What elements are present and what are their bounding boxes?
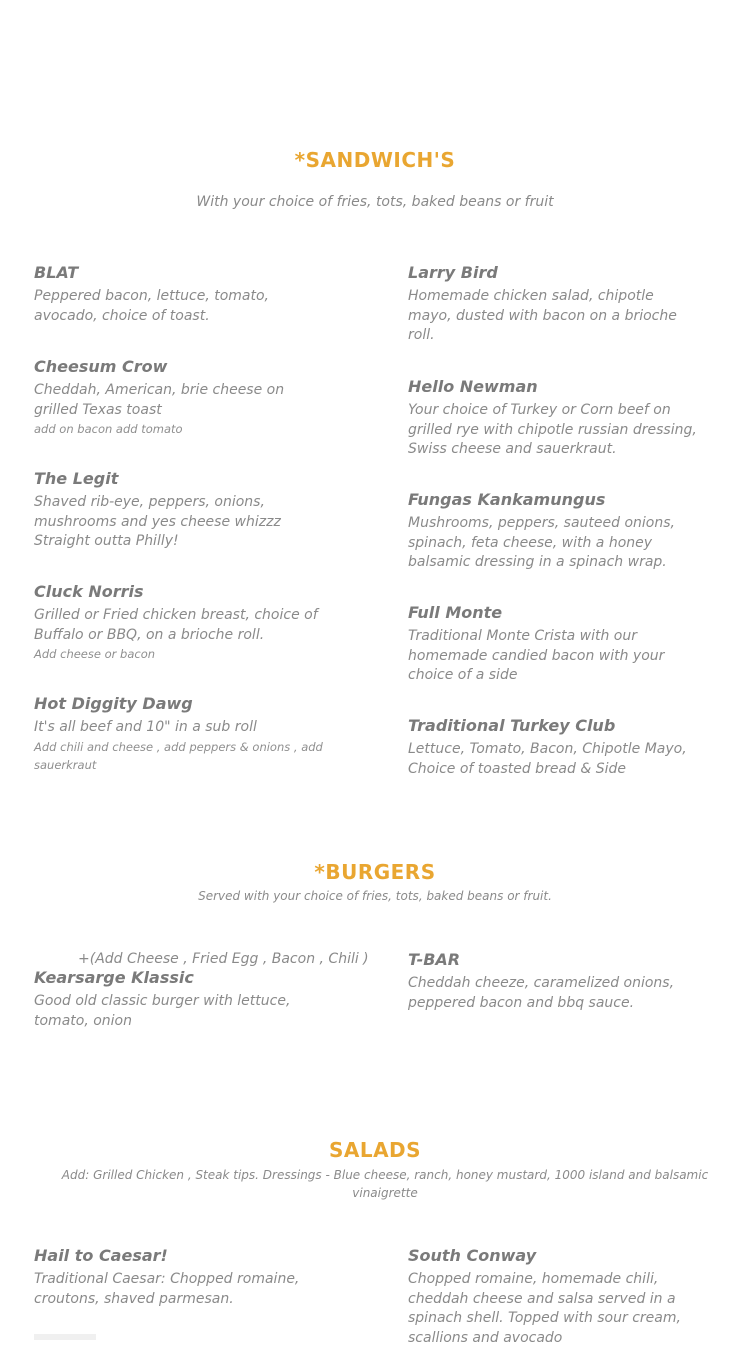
menu-item-hello-newman	[408, 377, 698, 460]
salads-subtitle: Add: Grilled Chicken , Steak tips. Dressings - Blue cheese, ranch, honey mustard, 1000 island and balsamic vinaigrette	[61, 1168, 709, 1200]
menu-item-full-monte	[408, 603, 698, 686]
item-name: Traditional Turkey Club	[408, 716, 616, 735]
item-name: BLAT	[34, 263, 79, 282]
menu-item-hail-to-caesar	[34, 1246, 324, 1309]
item-name: Kearsarge Klassic	[34, 968, 194, 987]
item-description: Traditional Monte Crista with our homemade candied bacon with your choice of a side	[408, 628, 665, 683]
item-name: South Conway	[408, 1246, 537, 1265]
item-name: T-BAR	[408, 950, 461, 969]
item-description: Cheddah, American, brie cheese on grilled Texas toast	[34, 382, 285, 418]
menu-item-the-legit	[34, 469, 324, 552]
item-description: It's all beef and 10" in a sub roll	[34, 719, 257, 735]
sandwiches-title: *SANDWICH'S	[294, 148, 456, 172]
cut-off-text-fragment	[34, 1334, 96, 1340]
menu-item-hot-diggity-dawg	[34, 694, 324, 774]
item-name: Cluck Norris	[34, 582, 144, 601]
menu-item-fungas-kankamungus	[408, 490, 698, 573]
item-note: Add chili and cheese , add peppers & onions , add sauerkraut	[34, 739, 323, 772]
item-name: Hot Diggity Dawg	[34, 694, 193, 713]
menu-item-traditional-turkey-club	[408, 716, 698, 779]
item-note: add on bacon add tomato	[34, 422, 183, 436]
item-description: Peppered bacon, lettuce, tomato, avocado, choice of toast.	[34, 288, 269, 324]
menu-item-kearsarge-klassic	[34, 968, 324, 1031]
menu-item-blat	[34, 263, 324, 326]
item-description: Mushrooms, peppers, sauteed onions, spinach, feta cheese, with a honey balsamic dressing in a spinach wrap.	[408, 515, 675, 570]
item-description: Chopped romaine, homemade chili, cheddah cheese and salsa served in a spinach shell. Topped with sour cream, scallions and avocado	[408, 1271, 681, 1346]
burgers-title: *BURGERS	[314, 860, 436, 884]
item-note: Add cheese or bacon	[34, 647, 156, 661]
menu-item-larry-bird	[408, 263, 698, 346]
item-name: Full Monte	[408, 603, 503, 622]
item-description: Shaved rib-eye, peppers, onions, mushrooms and yes cheese whizzz Straight outta Philly!	[34, 494, 281, 549]
item-description: Your choice of Turkey or Corn beef on grilled rye with chipotle russian dressing, Swiss cheese and sauerkraut.	[408, 402, 697, 457]
item-name: Hello Newman	[408, 377, 538, 396]
item-name: Hail to Caesar!	[34, 1246, 168, 1265]
item-name: Cheesum Crow	[34, 357, 168, 376]
item-description: Homemade chicken salad, chipotle mayo, dusted with bacon on a brioche roll.	[408, 288, 677, 343]
burger-addons: +(Add Cheese , Fried Egg , Bacon , Chili )	[78, 951, 369, 967]
sandwiches-subtitle: With your choice of fries, tots, baked beans or fruit	[196, 194, 554, 210]
item-name: Fungas Kankamungus	[408, 490, 606, 509]
item-description: Good old classic burger with lettuce, tomato, onion	[34, 993, 291, 1029]
item-description: Lettuce, Tomato, Bacon, Chipotle Mayo, Choice of toasted bread & Side	[408, 741, 687, 777]
burgers-subtitle: Served with your choice of fries, tots, baked beans or fruit.	[198, 889, 552, 903]
item-description: Traditional Caesar: Chopped romaine, croutons, shaved parmesan.	[34, 1271, 300, 1307]
menu-item-south-conway	[408, 1246, 698, 1348]
item-name: Larry Bird	[408, 263, 498, 282]
menu-item-cheesum-crow	[34, 357, 324, 438]
salads-title: SALADS	[328, 1138, 422, 1162]
menu-item-t-bar	[408, 950, 698, 1013]
menu-item-cluck-norris	[34, 582, 324, 663]
item-description: Grilled or Fried chicken breast, choice of Buffalo or BBQ, on a brioche roll.	[34, 607, 318, 643]
item-description: Cheddah cheeze, caramelized onions, peppered bacon and bbq sauce.	[408, 975, 675, 1011]
item-name: The Legit	[34, 469, 119, 488]
